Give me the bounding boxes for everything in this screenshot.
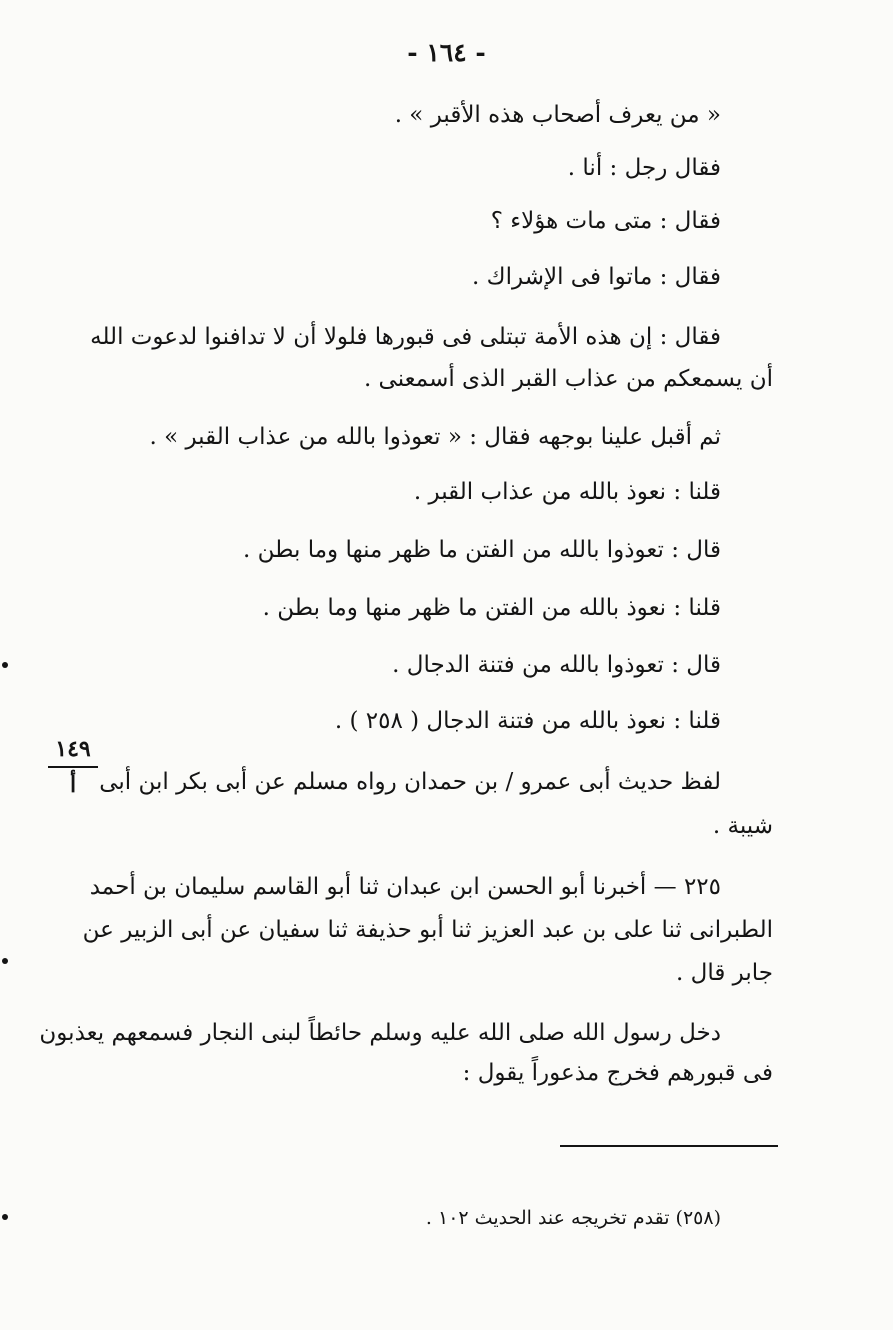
text-line: ثم أقبل علينا بوجهه فقال : « تعوذوا بالله من عذاب القبر » . <box>149 424 721 450</box>
text-line: قال : تعوذوا بالله من فتنة الدجال . <box>392 652 721 678</box>
text-line: قلنا : نعوذ بالله من فتنة الدجال ( ٢٥٨ ) . <box>334 708 721 734</box>
scan-speck <box>2 1214 8 1220</box>
text-line: فقال : إن هذه الأمة تبتلى فى قبورها فلولا أن لا تدافنوا لدعوت الله <box>90 324 721 350</box>
text-line: فقال رجل : أنا . <box>567 155 721 181</box>
text-line: لفظ حديث أبى عمرو / بن حمدان رواه مسلم عن أبى بكر ابن أبى <box>99 769 721 795</box>
margin-note-bottom: أ <box>69 772 77 798</box>
text-line: فى قبورهم فخرج مذعوراً يقول : <box>462 1060 773 1086</box>
text-line: دخل رسول الله صلى الله عليه وسلم حائطاً لبنى النجار فسمعهم يعذبون <box>39 1020 721 1046</box>
margin-note-top: ١٤٩ <box>55 736 91 762</box>
text-line: جابر قال . <box>676 960 773 986</box>
page-number: - ١٦٤ - <box>407 38 486 67</box>
text-line: قلنا : نعوذ بالله من الفتن ما ظهر منها وما بطن . <box>262 595 721 621</box>
margin-note <box>48 735 98 799</box>
text-line: فقال : ماتوا فى الإشراك . <box>472 264 721 290</box>
text-line: أن يسمعكم من عذاب القبر الذى أسمعنى . <box>363 366 773 392</box>
footnote: (٢٥٨) تقدم تخريجه عند الحديث ١٠٢ . <box>425 1207 721 1229</box>
margin-note-divider <box>48 766 98 768</box>
footnote-rule <box>560 1145 778 1147</box>
text-line: الطبرانى ثنا على بن عبد العزيز ثنا أبو حذيفة ثنا سفيان عن أبى الزبير عن <box>82 917 773 943</box>
text-line: فقال : متى مات هؤلاء ؟ <box>490 208 721 234</box>
scan-speck <box>2 958 8 964</box>
text-line: شيبة . <box>712 813 773 839</box>
scan-speck <box>2 662 8 668</box>
text-line: قال : تعوذوا بالله من الفتن ما ظهر منها وما بطن . <box>243 537 721 563</box>
text-line: « من يعرف أصحاب هذه الأقبر » . <box>394 102 721 128</box>
text-line: ٢٢٥ — أخبرنا أبو الحسن ابن عبدان ثنا أبو القاسم سليمان بن أحمد <box>89 874 721 900</box>
text-line: قلنا : نعوذ بالله من عذاب القبر . <box>413 479 721 505</box>
